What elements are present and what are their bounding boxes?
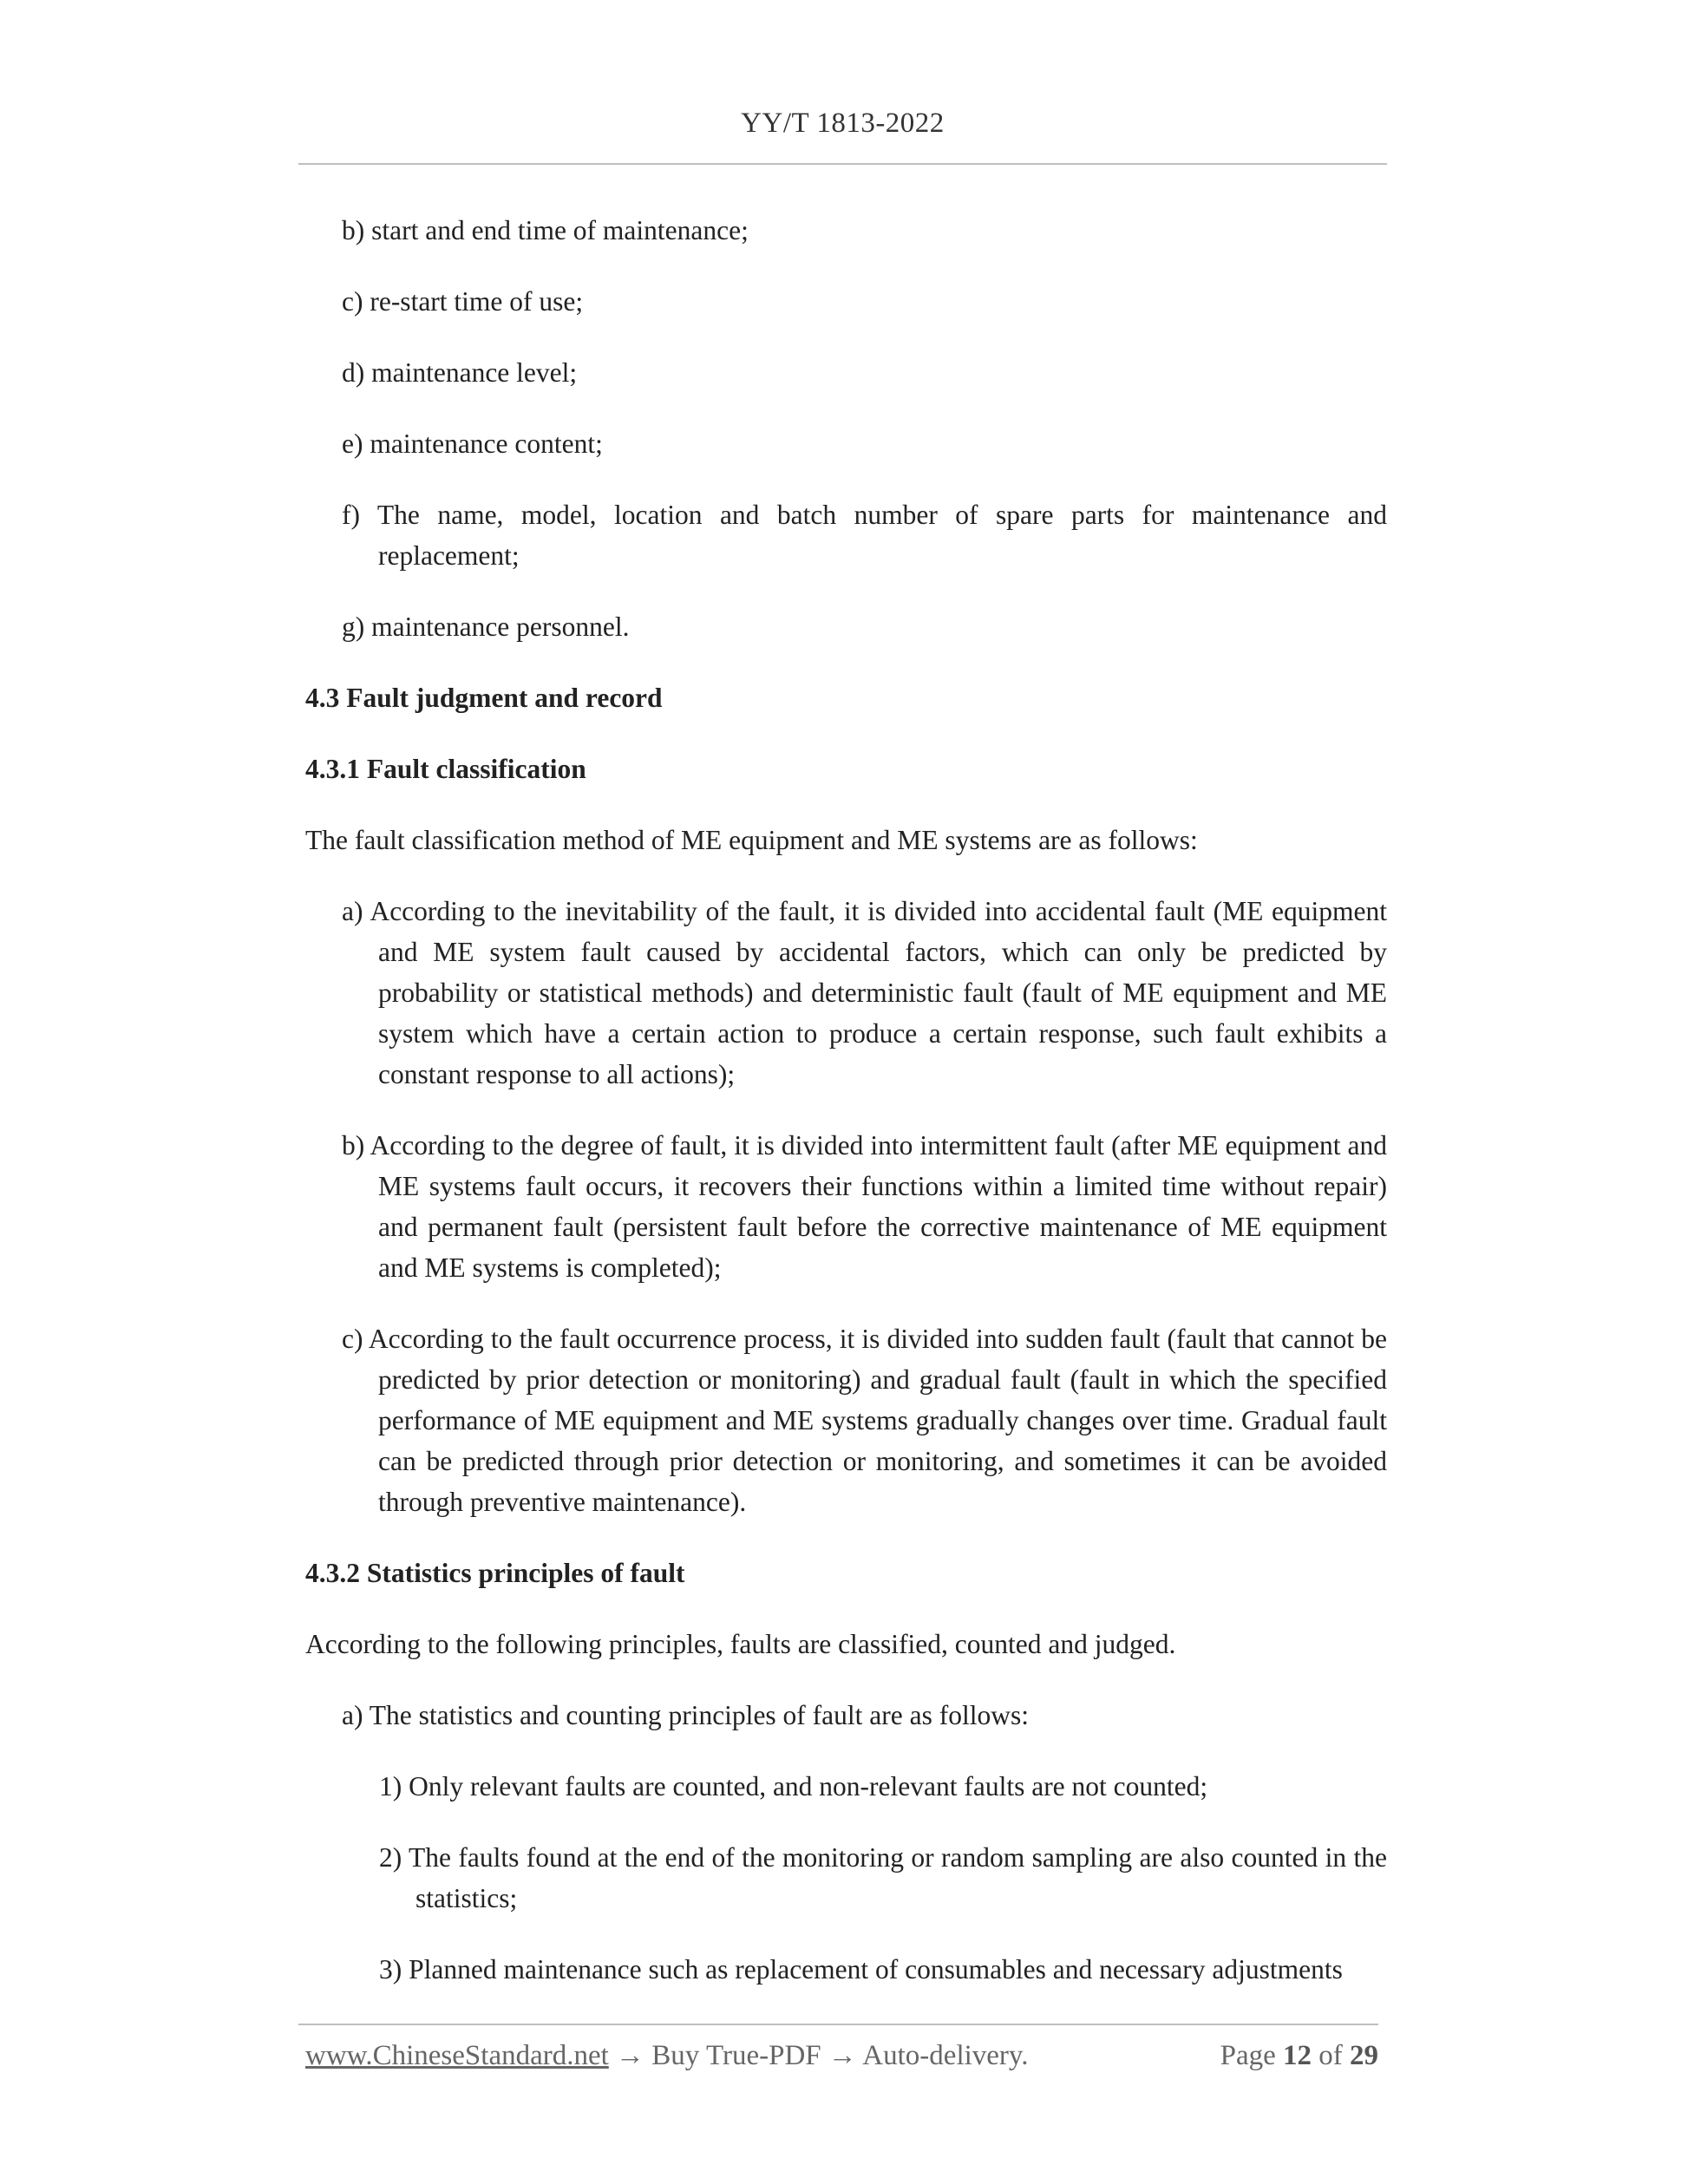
- paragraph: The fault classification method of ME equipment and ME systems are as follows:: [305, 825, 1198, 855]
- document-body: [305, 210, 1387, 2020]
- header-divider: [298, 163, 1387, 165]
- page-label: Page: [1220, 2040, 1276, 2071]
- paragraph: According to the following principles, faults are classified, counted and judged.: [305, 1629, 1176, 1659]
- list-item: c) re-start time of use;: [342, 286, 584, 317]
- sub-list-item: 1) Only relevant faults are counted, and non-relevant faults are not counted;: [379, 1771, 1208, 1801]
- footer-divider: [298, 2024, 1378, 2025]
- list-item: e) maintenance content;: [342, 428, 603, 459]
- of-label: of: [1318, 2040, 1343, 2071]
- page-indicator: [1220, 2040, 1378, 2072]
- list-item: g) maintenance personnel.: [342, 611, 630, 642]
- section-heading-4-3: 4.3 Fault judgment and record: [305, 683, 663, 713]
- list-item: c) According to the fault occurrence process, it is divided into sudden fault (fault that cannot be predicted by prior detection or monitoring) and gradual fault (fault in which the specified performance of ME equipment and ME systems gradually changes over time. Gradual fault can be predicted through prior detection or monitoring, and sometimes it can be avoided through preventive maintenance).: [342, 1324, 1387, 1517]
- section-heading-4-3-1: 4.3.1 Fault classification: [305, 754, 586, 784]
- list-item: f) The name, model, location and batch number of spare parts for maintenance and replacement;: [342, 500, 1387, 571]
- section-heading-4-3-2: 4.3.2 Statistics principles of fault: [305, 1558, 685, 1588]
- list-item: d) maintenance level;: [342, 357, 578, 388]
- list-item: b) start and end time of maintenance;: [342, 215, 749, 245]
- page-number: 12: [1283, 2040, 1312, 2071]
- sub-list-item: 2) The faults found at the end of the monitoring or random sampling are also counted in the statistics;: [379, 1842, 1387, 1913]
- list-item: a) The statistics and counting principles of fault are as follows:: [342, 1700, 1029, 1730]
- document-header-title: YY/T 1813-2022: [741, 108, 945, 139]
- website-link[interactable]: www.ChineseStandard.net: [305, 2040, 609, 2071]
- footer-tagline: → Buy True-PDF → Auto-delivery.: [608, 2040, 1029, 2071]
- page-total: 29: [1350, 2040, 1378, 2071]
- footer-promo: [305, 2040, 1029, 2072]
- list-item: a) According to the inevitability of the fault, it is divided into accidental fault (ME equipment and ME system fault caused by accidental factors, which can only be predicted by probability or statistical methods) and deterministic fault (fault of ME equipment and ME system which have a certain action to produce a certain response, such fault exhibits a constant response to all actions);: [342, 896, 1387, 1089]
- sub-list-item: 3) Planned maintenance such as replacement of consumables and necessary adjustments: [379, 1954, 1343, 1985]
- list-item: b) According to the degree of fault, it is divided into intermittent fault (after ME equipment and ME systems fault occurs, it recovers their functions within a limited time without repair) and permanent fault (persistent fault before the corrective maintenance of ME equipment and ME systems is completed);: [342, 1130, 1387, 1283]
